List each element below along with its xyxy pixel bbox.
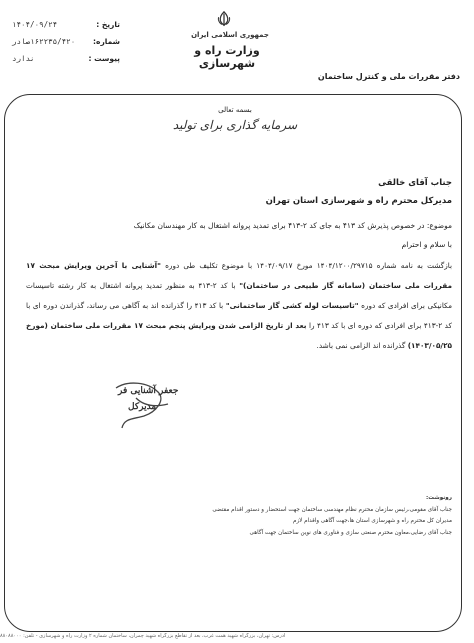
body-date-clause: بعد از تاریخ الزامی شدن ویرایش پنجم مبحث ۱۷ مقررات ملی ساختمان (مورخ ۱۴۰۳/۰۵/۲۵) [26, 321, 452, 350]
office-name: دفتر مقررات ملی و کنترل ساختمان [317, 72, 460, 81]
cc-item: جناب آقای مقومی،رئیس سازمان محترم نظام مهندسی ساختمان جهت استحضار و دستور اقدام مقتضی [212, 506, 452, 513]
republic-name: جمهوری اسلامی ایران [191, 31, 269, 39]
greeting: با سلام و احترام [401, 240, 452, 249]
attachment-value: ندارد [12, 54, 35, 63]
bismillah: بسمه تعالی [218, 106, 252, 114]
number-value: ۱۶۲۲۳۵/۴۲۰صادر [12, 37, 76, 46]
attachment-label: پیوست : [88, 54, 120, 63]
ministry-name: وزارت راه و شهرسازی [194, 44, 260, 70]
body-course-title: "آشنایی با آخرین ویرایش مبحث ۱۷ مقررات ملی ساختمان (سامانه گاز طبیعی در ساختمان)" [26, 261, 452, 290]
body-part-1: بازگشت به نامه شماره ۱۴۰۴/۱۲۰۰/۲۹۷۱۵ مورخ ۱۴۰۴/۰۹/۱۷ با موضوع تکلیف طی دوره [165, 261, 452, 270]
cc-item: مدیران کل محترم راه و شهرسازی استان ها،جهت آگاهی واقدام لازم [293, 518, 452, 524]
year-slogan: سرمایه گذاری برای تولید [172, 118, 298, 132]
letter-meta [8, 16, 120, 67]
date-label: تاریخ : [96, 20, 120, 29]
iran-emblem-icon [215, 10, 233, 28]
carbon-copy-list [12, 493, 452, 539]
number-label: شماره: [93, 37, 120, 46]
attachment-row [8, 50, 120, 67]
body-part-4: گذرانده اند الزامی نمی باشد. [316, 341, 406, 350]
date-value: ۱۴۰۴/۰۹/۲۴ [12, 20, 58, 29]
cc-label: رونوشت: [426, 495, 452, 501]
letter-subject: موضوع: در خصوص پذیرش کد ۴۱۳ به جای کد ۲-۴۱۳ برای تمدید پروانه اشتغال به کار مهندسان مکانیک [133, 221, 452, 230]
letter-body [26, 256, 452, 356]
cc-item: جناب آقای رضایی،معاون محترم صنعتی سازی و فناوری های نوین ساختمان جهت آگاهی [249, 529, 452, 536]
signatory-title: مدیرکل [128, 402, 157, 412]
number-row [8, 33, 120, 50]
body-part-3: با کد ۴۱۳ را گذرانده اند به آگاهی می رساند، گذراندن دوره ای با کد ۲-۴۱۳ برای افرادی که دوره ای با کد ۴۱۳ را [26, 301, 452, 330]
footer-address: آدرس: تهران، بزرگراه شهید همت غرب، بعد از تقاطع بزرگراه شهید چمران، ساختمان شماره ۲ وزارت راه و شهرسازی - تلفن: ۸۸۰۸۸۰۰۰ [0, 633, 286, 639]
addressee-title: مدیرکل محترم راه و شهرسازی استان تهران [265, 196, 452, 206]
letter-frame [4, 94, 462, 632]
addressee-name: جناب آقای خالقی [378, 178, 452, 188]
date-row [8, 16, 120, 33]
body-course-name: "تاسیسات لوله کشی گاز ساختمانی" [225, 301, 359, 310]
body-part-2: با کد ۲-۴۱۳ به منظور تمدید پروانه اشتغال به کار رشته تاسیسات مکانیکی برای افرادی که دوره [26, 281, 452, 310]
signatory-name: جعفر آشنایی فر [118, 386, 179, 396]
